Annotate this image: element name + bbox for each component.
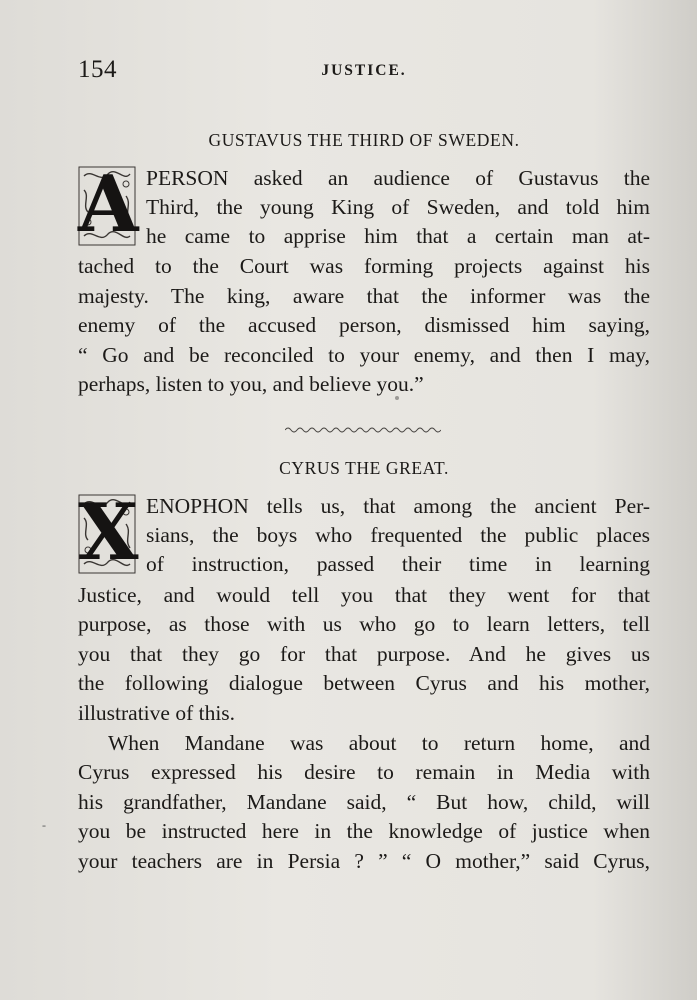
text-line: purpose, as those with us who go to learn letters, tell [78,612,650,636]
text-line: his grandfather, Mandane said, “ But how, child, will [78,790,650,814]
drop-cap-x [78,487,139,578]
text-line: “ Go and be reconciled to your enemy, and then I may, [78,343,650,367]
section-heading-gustavus: GUSTAVUS THE THIRD OF SWEDEN. [208,130,520,150]
text-line: ENOPHON tells us, that among the ancient Per- [146,494,650,518]
drop-cap-a [78,159,139,250]
text-line: When Mandane was about to return home, and [108,731,650,755]
drop-cap-letter: X [78,487,139,578]
page-number: 154 [78,56,117,83]
text-line: illustrative of this. [78,701,236,725]
ink-dot [395,396,399,400]
text-line: you be instructed here in the knowledge of justice when [78,819,650,843]
text-line: your teachers are in Persia ? ” “ O mother,” said Cyrus, [78,849,650,873]
drop-cap-letter: A [78,159,139,250]
text-line: majesty. The king, aware that the informer was the [78,284,650,308]
section-heading-cyrus: CYRUS THE GREAT. [279,458,449,478]
text-line: enemy of the accused person, dismissed him saying, [78,313,650,337]
running-title: JUSTICE. [321,62,407,79]
ornamental-rule [285,426,441,434]
text-line: you that they go for that purpose. And he gives us [78,642,650,666]
text-line: Cyrus expressed his desire to remain in Media with [78,760,650,784]
text-line: of instruction, passed their time in learning [146,552,650,576]
margin-tick: - [42,818,46,832]
text-line: he came to apprise him that a certain man at- [146,224,650,248]
text-line: sians, the boys who frequented the public places [146,523,650,547]
text-line: the following dialogue between Cyrus and his mother, [78,671,650,695]
running-head [78,56,650,86]
text-line: Justice, and would tell you that they went for that [78,583,650,607]
text-line: tached to the Court was forming projects against his [78,254,650,278]
text-line: Third, the young King of Sweden, and told him [146,195,650,219]
text-line: PERSON asked an audience of Gustavus the [146,166,650,190]
text-line: perhaps, listen to you, and believe you.” [78,372,424,396]
